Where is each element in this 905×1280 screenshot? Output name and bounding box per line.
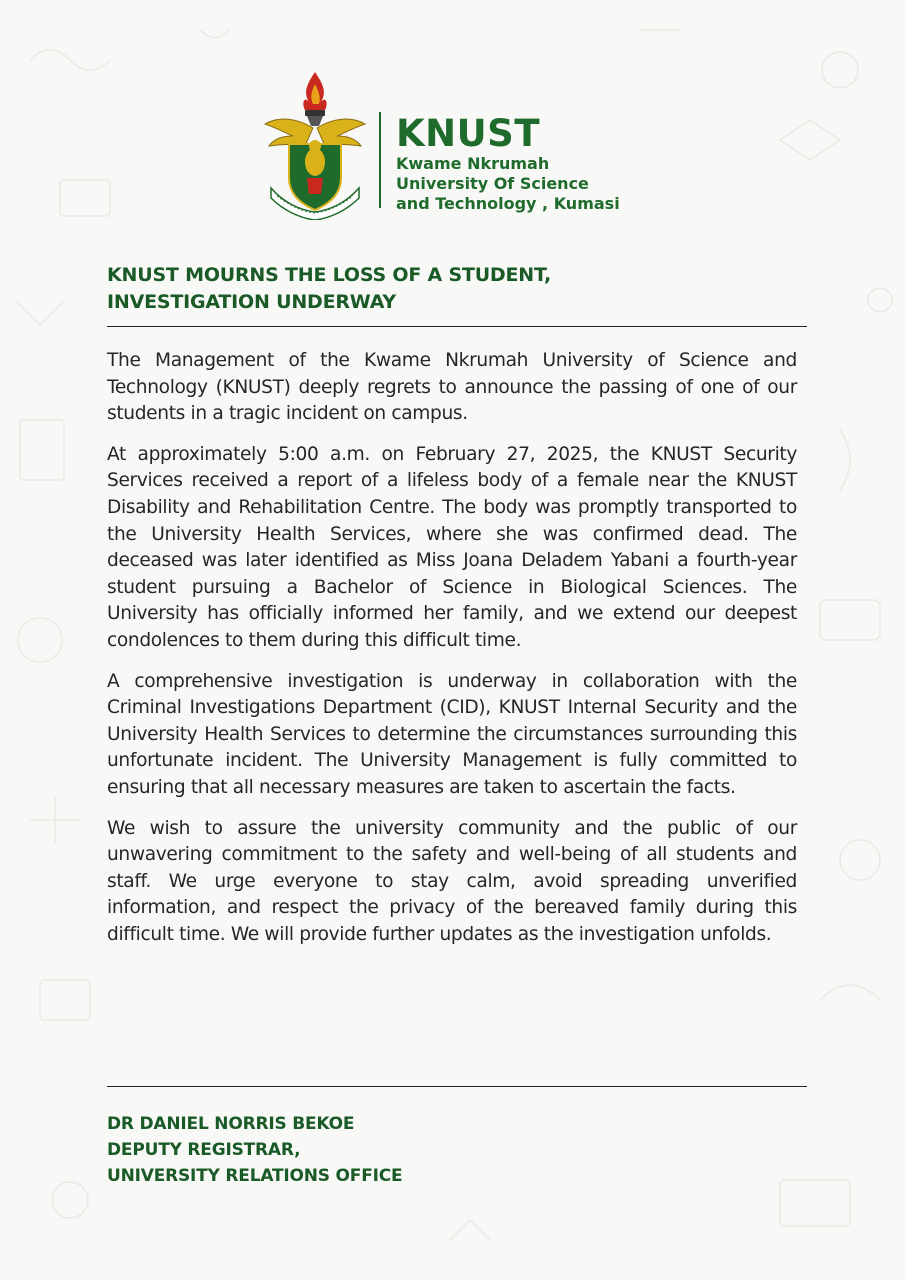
brand-line-1: Kwame Nkrumah	[396, 154, 550, 173]
paragraph: At approximately 5:00 a.m. on February 27, 2025, the KNUST Security Services received a report of a lifeless body of a female near the KNUST Disability and Rehabilitation Centre. The body was promptly transported to the University Health Services, where she was confirmed dead. The deceased was later identified as Miss Joana Deladem Yabani a fourth-year student pursuing a Bachelor of Science in Biological Sciences. The University has officially informed her family, and we extend our deepest condolences to them during this difficult time.	[107, 443, 797, 651]
title-line-2: INVESTIGATION UNDERWAY	[107, 291, 396, 313]
brand-name: KNUST	[396, 112, 541, 155]
press-release-title	[107, 262, 807, 316]
header-divider	[379, 112, 381, 208]
signatory-position: DEPUTY REGISTRAR,	[107, 1140, 301, 1160]
paragraph: We wish to assure the university community and the public of our unwavering commitment to the safety and well-being of all students and staff. We urge everyone to stay calm, avoid spreading unverified information, and respect the privacy of the bereaved family during this difficult time. We will provide further updates as the investigation unfolds.	[107, 817, 797, 945]
title-line-1: KNUST MOURNS THE LOSS OF A STUDENT,	[107, 264, 552, 286]
signatory-name: DR DANIEL NORRIS BEKOE	[107, 1114, 355, 1134]
signatory-office: UNIVERSITY RELATIONS OFFICE	[107, 1166, 403, 1186]
signature-divider	[107, 1086, 807, 1087]
letterhead	[263, 70, 663, 220]
brand-line-3: and Technology , Kumasi	[396, 194, 620, 213]
brand-block	[396, 114, 620, 214]
brand-line-2: University Of Science	[396, 174, 589, 193]
title-divider	[107, 326, 807, 327]
signature-block	[107, 1111, 402, 1189]
paragraph: A comprehensive investigation is underway in collaboration with the Criminal Investigations Department (CID), KNUST Internal Security and the University Health Services to determine the circumstances surrounding this unfortunate incident. The University Management is fully committed to ensuring that all necessary measures are taken to ascertain the facts.	[107, 670, 797, 798]
statement-body	[107, 348, 797, 962]
paragraph: The Management of the Kwame Nkrumah University of Science and Technology (KNUST) deeply regrets to announce the passing of one of our students in a tragic incident on campus.	[107, 350, 797, 425]
knust-crest-logo	[263, 70, 367, 220]
